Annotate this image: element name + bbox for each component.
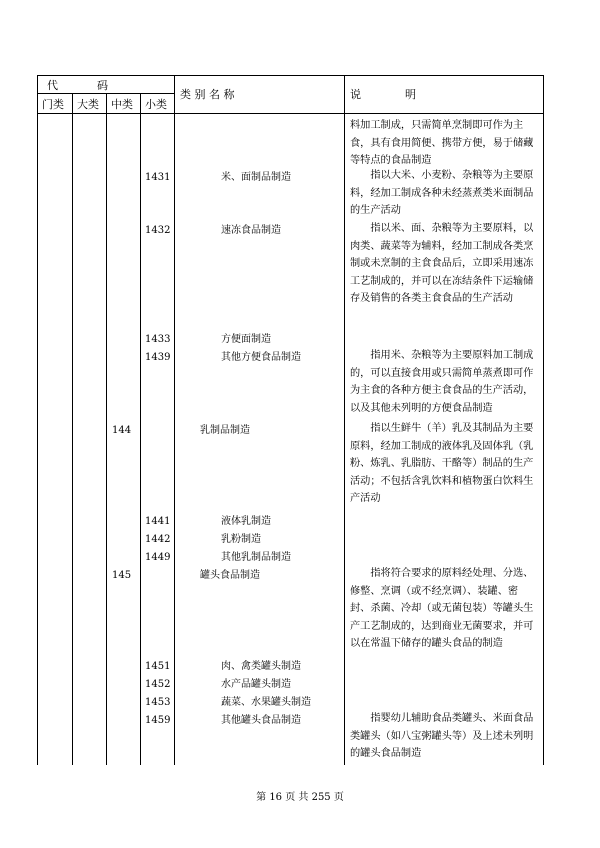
row-xiao-code: 1432 <box>145 225 171 236</box>
header-description-2: 明 <box>405 88 416 101</box>
row-category-name: 方便面制造 <box>221 334 271 345</box>
row-xiao-code: 1441 <box>145 516 171 527</box>
row-xiao-code: 1433 <box>145 334 171 345</box>
header-col-xiao: 小类 <box>145 98 167 111</box>
row-category-name: 其他罐头食品制造 <box>221 715 301 726</box>
row-zhong-code: 145 <box>112 570 132 581</box>
header-code-label: 代 <box>47 79 58 92</box>
col-border-zhong-xiao <box>140 93 141 765</box>
row-description: 指用米、杂粮等为主要原料加工制成的，可以直接食用或只需简单蒸煮即可作为主食的各种方便主食食品的生产活动，以及其他未列明的方便食品制造 <box>350 350 534 414</box>
header-col-men: 门类 <box>42 98 64 111</box>
header-description: 说 <box>350 88 361 101</box>
row-xiao-code: 1452 <box>145 679 171 690</box>
row-category-name: 液体乳制造 <box>221 516 271 527</box>
header-col-da: 大类 <box>77 98 99 111</box>
header-bottom-border <box>37 113 543 114</box>
row-xiao-code: 1453 <box>145 697 171 708</box>
row-xiao-code: 1459 <box>145 715 171 726</box>
row-description: 指以大米、小麦粉、杂粮等为主要原料，经加工制成各种未经蒸煮类米面制品的生产活动 <box>350 170 534 217</box>
row-description: 指以生鲜牛（羊）乳及其制品为主要原料，经加工制成的液体乳及固体乳（乳粉、炼乳、乳脂肪、干酪等）制品的生产活动；不包括含乳饮料和植物蛋白饮料生产活动 <box>350 423 534 505</box>
col-border-left <box>37 75 38 765</box>
row-category-name: 乳制品制造 <box>200 425 250 436</box>
row-xiao-code: 1442 <box>145 534 171 545</box>
row-xiao-code: 1451 <box>145 661 171 672</box>
row-xiao-code: 1439 <box>145 352 171 363</box>
header-code-label-2: 码 <box>97 79 108 92</box>
col-border-name-desc <box>344 75 345 765</box>
row-xiao-code: 1449 <box>145 552 171 563</box>
row-category-name: 肉、禽类罐头制造 <box>221 661 301 672</box>
col-border-right <box>543 75 544 765</box>
row-category-name: 米、面制品制造 <box>221 172 291 183</box>
table-top-border <box>37 75 543 76</box>
row-category-name: 水产品罐头制造 <box>221 679 291 690</box>
row-category-name: 速冻食品制造 <box>221 225 281 236</box>
row-category-name: 其他方便食品制造 <box>221 352 301 363</box>
page-footer: 第 16 页 共 255 页 <box>256 792 344 803</box>
row-zhong-code: 144 <box>112 425 132 436</box>
row-description: 指婴幼儿辅助食品类罐头、米面食品类罐头（如八宝粥罐头等）及上述未列明的罐头食品制造 <box>350 713 534 760</box>
col-border-xiao-name <box>174 75 175 765</box>
header-category-name: 类 别 名 称 <box>180 88 235 101</box>
col-border-men-da <box>72 93 73 765</box>
row-description: 指将符合要求的原料经处理、分选、修整、烹调（或不经烹调）、装罐、密封、杀菌、冷却（或无菌包装）等罐头生产工艺制成的，达到商业无菌要求，并可以在常温下储存的罐头食品的制造 <box>350 568 534 650</box>
row-category-name: 乳粉制造 <box>221 534 261 545</box>
row-description: 指以米、面、杂粮等为主要原料，以肉类、蔬菜等为辅料，经加工制成各类烹制或未烹制的主食食品后，立即采用速冻工艺制成的，并可以在冻结条件下运输储存及销售的各类主食食品的生产活动 <box>350 223 534 305</box>
row-category-name: 其他乳制品制造 <box>221 552 291 563</box>
row-category-name: 蔬菜、水果罐头制造 <box>221 697 311 708</box>
header-col-zhong: 中类 <box>111 98 133 111</box>
row-xiao-code: 1431 <box>145 172 171 183</box>
row-category-name: 罐头食品制造 <box>200 570 260 581</box>
row-description: 料加工制成，只需简单烹制即可作为主食，具有食用简便、携带方便，易于储藏等特点的食品制造 <box>350 120 534 167</box>
col-border-da-zhong <box>106 93 107 765</box>
